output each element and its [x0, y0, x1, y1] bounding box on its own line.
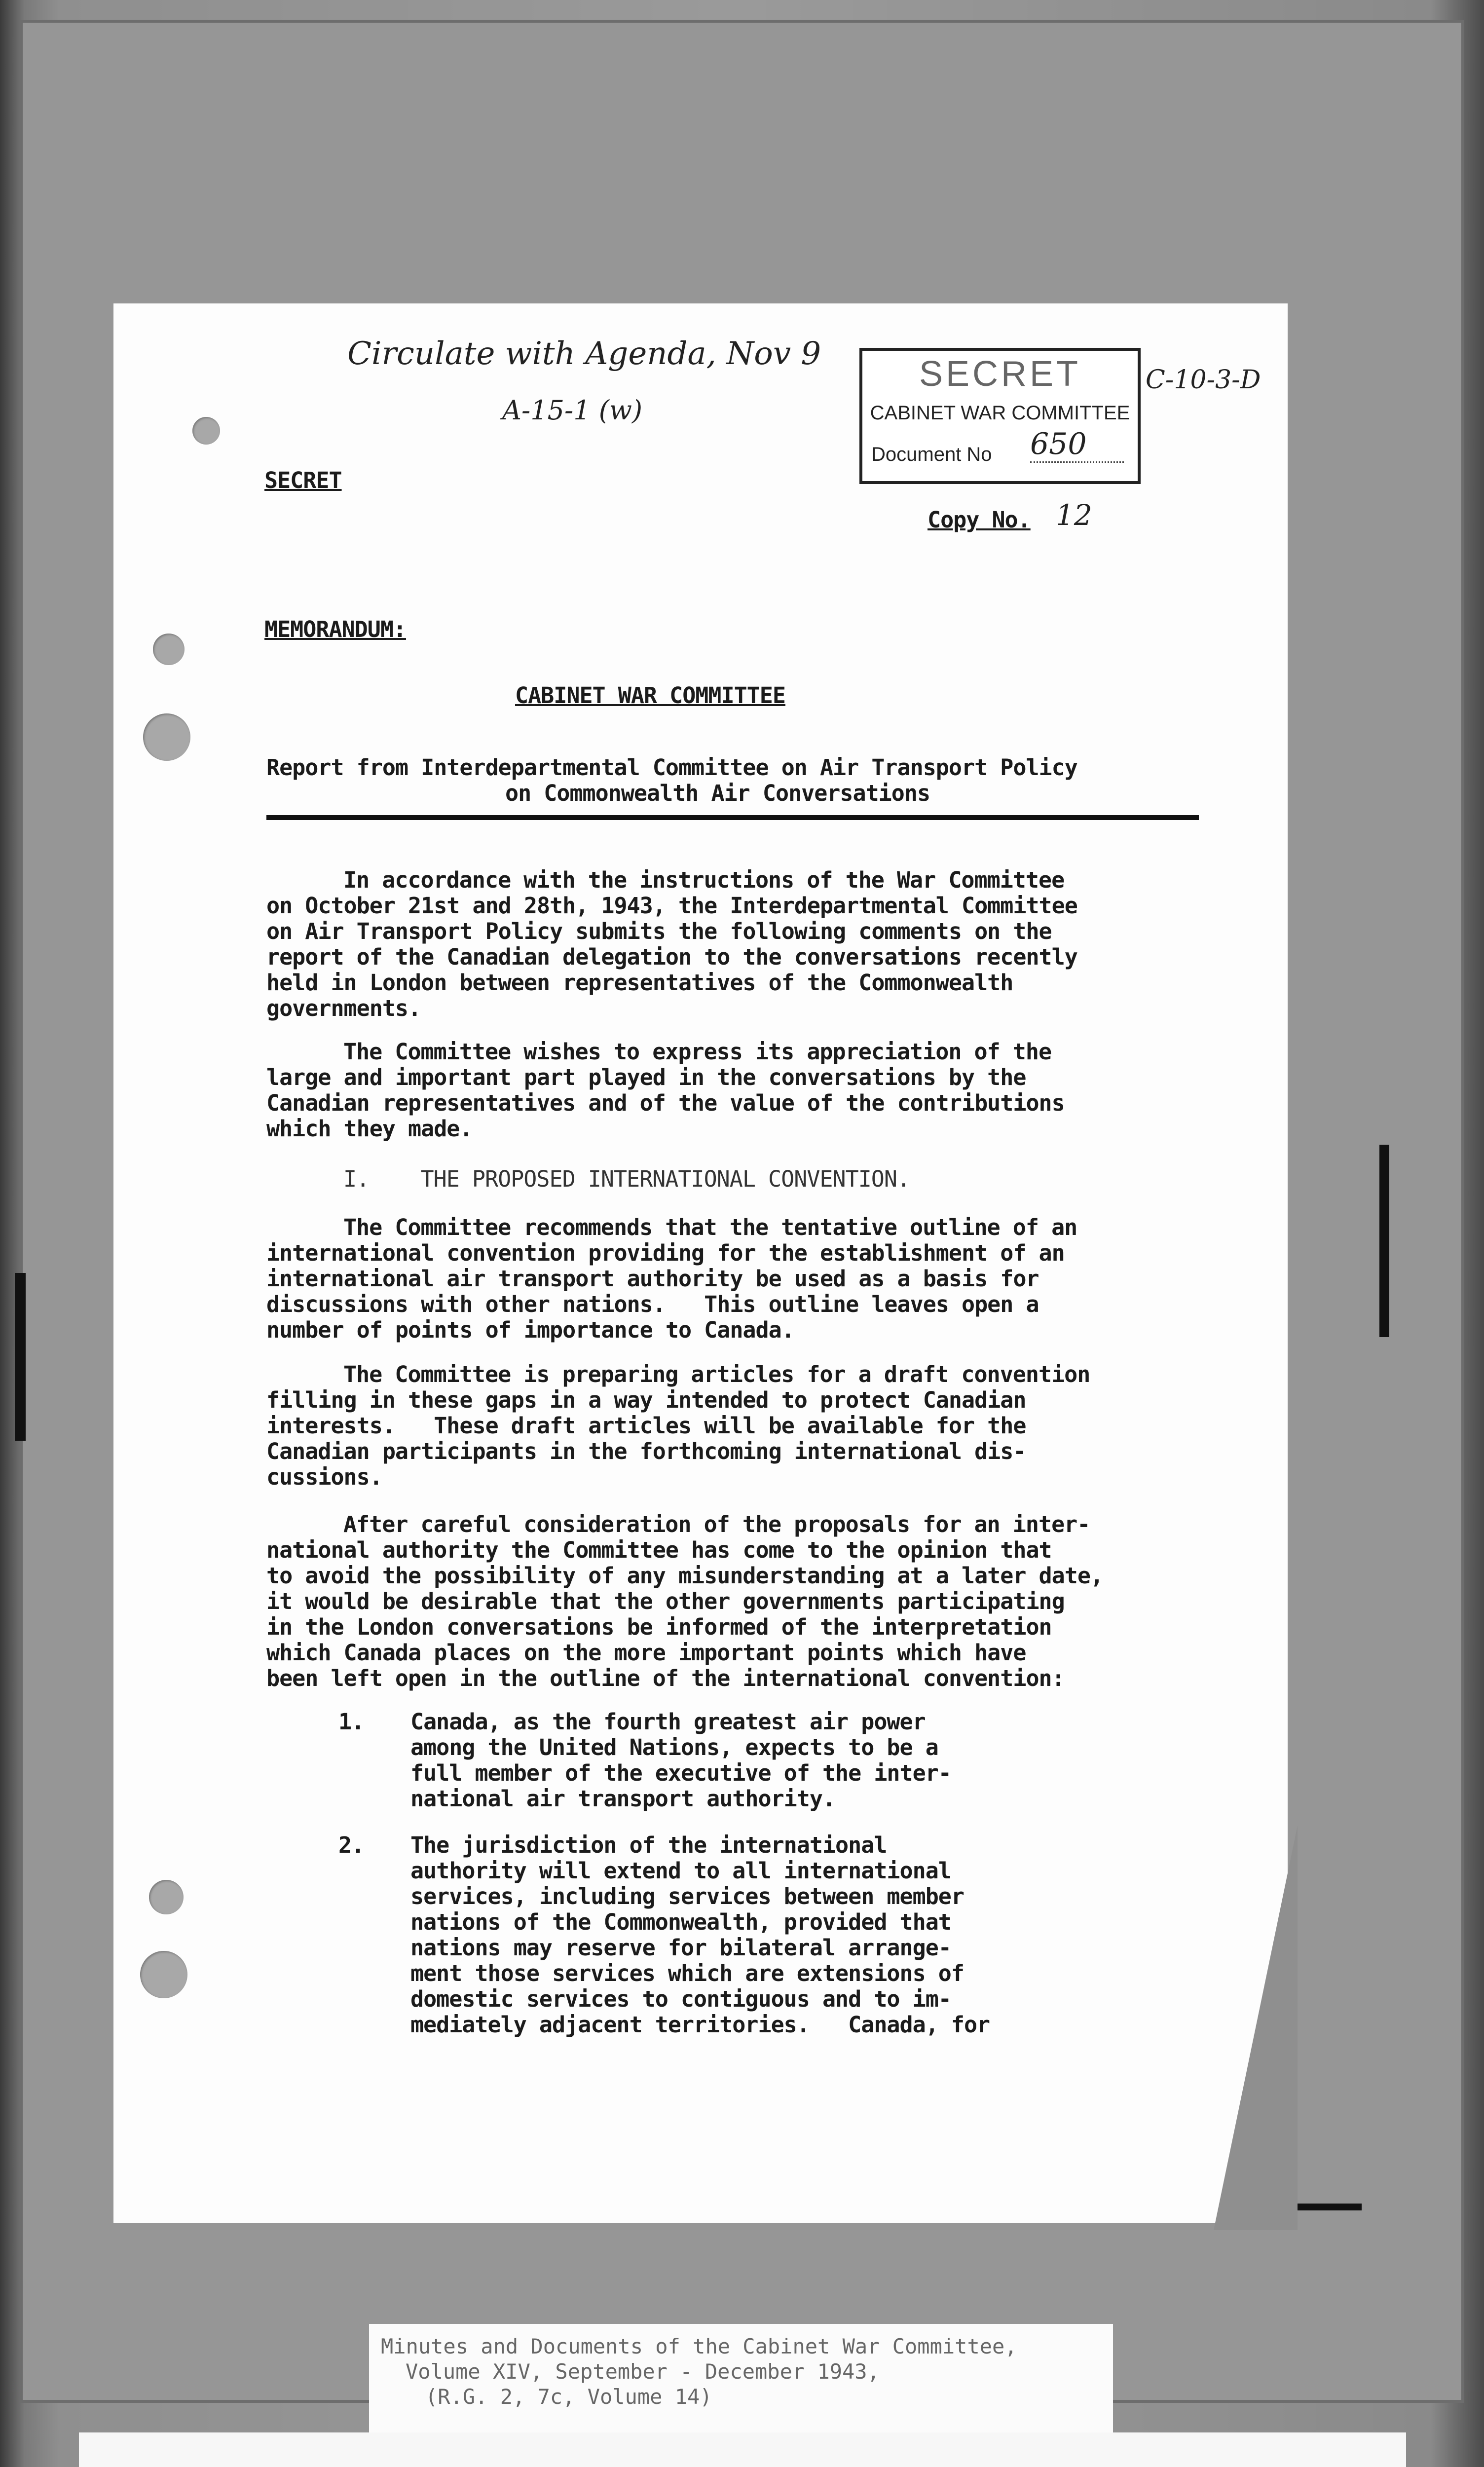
text-line: interests. These draft articles will be available for the [266, 1413, 1026, 1439]
text-line: filling in these gaps in a way intended to protect Canadian [266, 1387, 1026, 1413]
list-number: 2. [338, 1832, 365, 1858]
punch-hole [153, 634, 185, 665]
text-line: governments. [266, 995, 421, 1021]
stamp-document-number: 650 [1030, 427, 1124, 463]
text-line: cussions. [266, 1464, 382, 1490]
text-line: large and important part played in the conversations by the [266, 1064, 1026, 1090]
list-number: 1. [338, 1709, 365, 1735]
punch-hole [192, 417, 220, 445]
memorandum-heading: MEMORANDUM: [264, 616, 407, 642]
text-line: After careful consideration of the proposals for an inter- [343, 1511, 1090, 1537]
text-line: to avoid the possibility of any misunderstanding at a later date, [266, 1563, 1103, 1589]
text-line: held in London between representatives of the Commonwealth [266, 970, 1013, 996]
punch-hole [143, 713, 190, 761]
text-line: authority will extend to all international [410, 1858, 951, 1884]
text-line: number of points of importance to Canada. [266, 1317, 794, 1343]
copy-label: Copy No. [928, 507, 1031, 533]
text-line: it would be desirable that the other governments participating [266, 1588, 1065, 1614]
text-line: The Committee recommends that the tentative outline of an [343, 1214, 1077, 1240]
collection-caption [369, 2324, 1113, 2433]
punch-hole [140, 1951, 187, 1998]
text-line: services, including services between member [410, 1883, 964, 1909]
text-line: international air transport authority be used as a basis for [266, 1266, 1039, 1292]
text-line: international convention providing for the establishment of an [266, 1240, 1065, 1266]
text-line: Canadian representatives and of the value of the contributions [266, 1090, 1065, 1116]
text-line: discussions with other nations. This outline leaves open a [266, 1291, 1039, 1317]
text-line: national authority the Committee has come to the opinion that [266, 1537, 1052, 1563]
text-line: full member of the executive of the inter- [410, 1760, 951, 1786]
report-title-line2: on Commonwealth Air Conversations [505, 780, 930, 806]
text-line: In accordance with the instructions of the War Committee [343, 867, 1065, 893]
caption-line: Minutes and Documents of the Cabinet War Committee, [381, 2334, 1017, 2358]
title-rule [266, 815, 1199, 820]
text-line: ment those services which are extensions of [410, 1960, 964, 1986]
text-line: national air transport authority. [410, 1786, 836, 1812]
text-line: mediately adjacent territories. Canada, for [410, 2012, 990, 2038]
text-line: which they made. [266, 1116, 473, 1142]
film-edge-mark-left [15, 1273, 26, 1441]
copy-number: 12 [1056, 498, 1092, 532]
caption-line: (R.G. 2, 7c, Volume 14) [425, 2385, 712, 2409]
text-line: The jurisdiction of the international [410, 1832, 887, 1858]
handwritten-note: Circulate with Agenda, Nov 9 [347, 336, 821, 372]
text-line: domestic services to contiguous and to im- [410, 1986, 951, 2012]
archives-label [79, 2432, 1406, 2467]
text-line: been left open in the outline of the international convention: [266, 1665, 1065, 1691]
classification-label: SECRET [264, 467, 342, 493]
film-edge-mark-right [1379, 1145, 1389, 1337]
handwritten-reference: A-15-1 (w) [502, 395, 643, 426]
report-title-line1: Report from Interdepartmental Committee on Air Transport Policy [266, 754, 1077, 781]
text-line: on October 21st and 28th, 1943, the Interdepartmental Committee [266, 893, 1077, 919]
text-line: which Canada places on the more important points which have [266, 1640, 1026, 1666]
stamp-title: SECRET [919, 354, 1081, 394]
caption-line: Volume XIV, September - December 1943, [406, 2359, 880, 2384]
secret-stamp [859, 348, 1141, 484]
text-line: in the London conversations be informed of the interpretation [266, 1614, 1052, 1640]
text-line: Canadian participants in the forthcoming international dis- [266, 1438, 1026, 1464]
text-line: nations of the Commonwealth, provided that [410, 1909, 951, 1935]
committee-heading: CABINET WAR COMMITTEE [515, 682, 785, 709]
stamp-document-label: Document No [871, 444, 992, 465]
text-line: The Committee wishes to express its appreciation of the [343, 1039, 1052, 1065]
stamp-organization: CABINET WAR COMMITTEE [870, 402, 1130, 424]
text-line: report of the Canadian delegation to the conversations recently [266, 944, 1077, 970]
punch-hole [149, 1880, 184, 1914]
handwritten-file-number: C-10-3-D [1146, 365, 1261, 395]
text-line: on Air Transport Policy submits the following comments on the [266, 918, 1052, 944]
section-heading: I. THE PROPOSED INTERNATIONAL CONVENTION. [343, 1166, 910, 1192]
text-line: Canada, as the fourth greatest air power [410, 1709, 926, 1735]
text-line: The Committee is preparing articles for a draft convention [343, 1361, 1090, 1387]
text-line: among the United Nations, expects to be a [410, 1734, 938, 1760]
text-line: nations may reserve for bilateral arrange- [410, 1935, 951, 1961]
